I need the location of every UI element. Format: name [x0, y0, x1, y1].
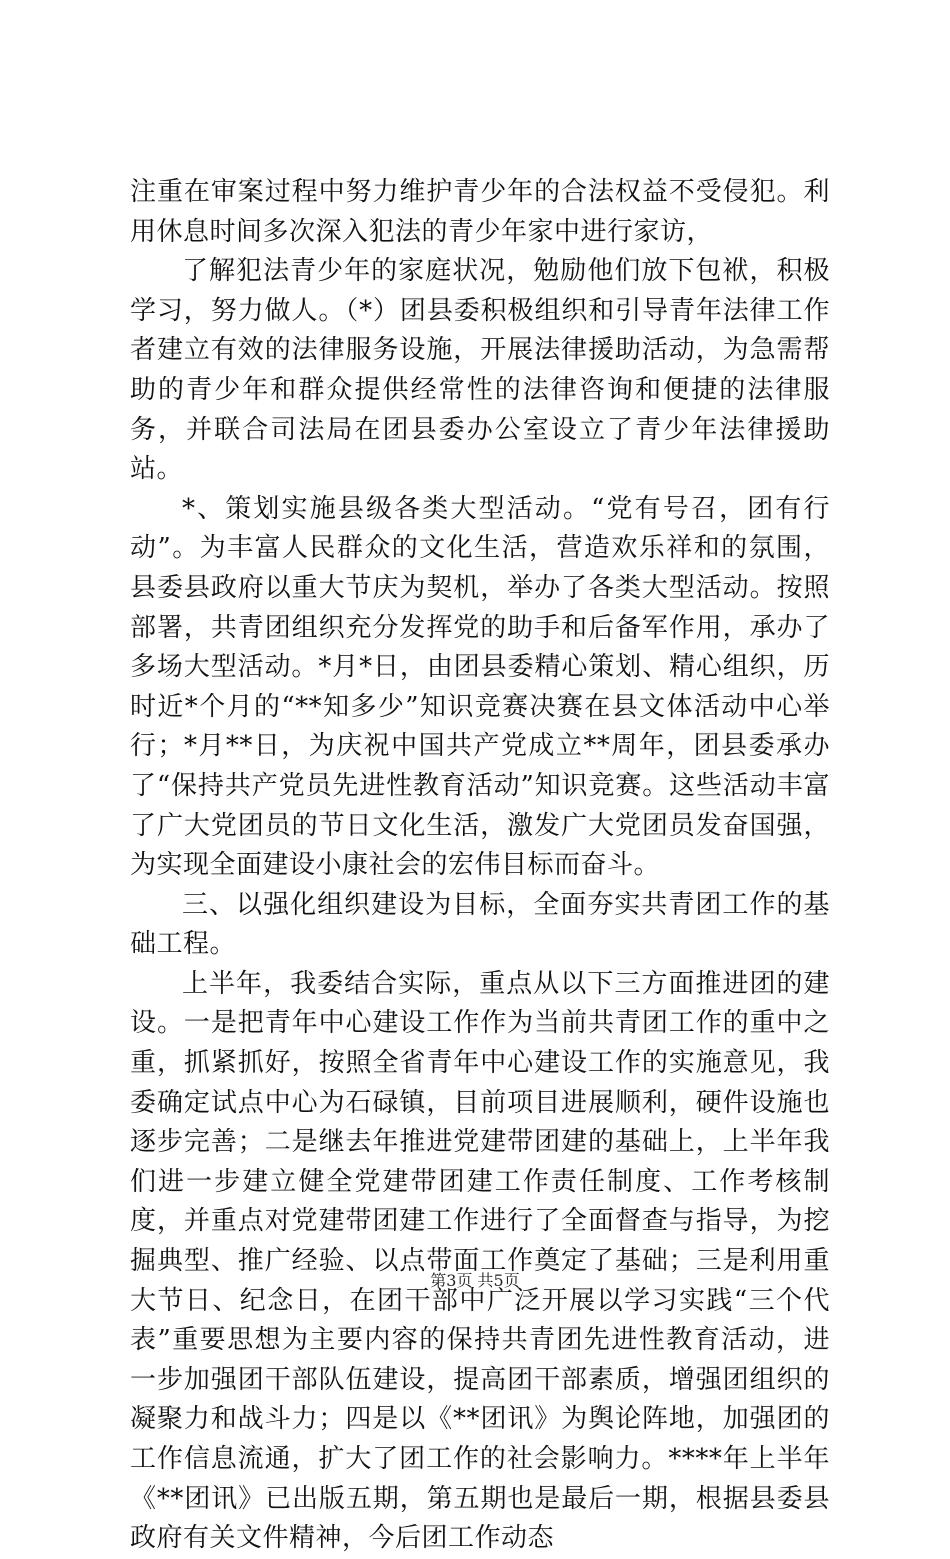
paragraph-2: 了解犯法青少年的家庭状况，勉励他们放下包袱，积极学习，努力做人。（*）团县委积极组织和引导青年法律工作者建立有效的法律服务设施，开展法律援助活动，为急需帮助的青少年和群众提供经常性的法律咨询和便捷的法律服务，并联合司法局在团县委办公室设立了青少年法律援助站。 [130, 256, 830, 485]
document-body [130, 173, 830, 1559]
paragraph-1: 注重在审案过程中努力维护青少年的合法权益不受侵犯。利用休息时间多次深入犯法的青少年家中进行家访， [130, 177, 830, 247]
section-heading-3: 三、以强化组织建设为目标，全面夯实共青团工作的基础工程。 [130, 889, 830, 960]
paragraph-4: 上半年，我委结合实际，重点从以下三方面推进团的建设。一是把青年中心建设工作作为当前共青团工作的重中之重，抓紧抓好，按照全省青年中心建设工作的实施意见，我委确定试点中心为石碌镇，目前项目进展顺利，硬件设施也逐步完善；二是继去年推进党建带团建的基础上，上半年我们进一步建立健全党建带团建工作责任制度、工作考核制度，并重点对党建带团建工作进行了全面督查与指导，为挖掘典型、推广经验、以点带面工作奠定了基础；三是利用重大节日、纪念日，在团干部中广泛开展以学习实践“三个代表”重要思想为主要内容的保持共青团先进性教育活动，进一步加强团干部队伍建设，提高团干部素质，增强团组织的凝聚力和战斗力；四是以《**团讯》为舆论阵地，加强团的工作信息流通，扩大了团工作的社会影响力。****年上半年《**团讯》已出版五期，第五期也是最后一期，根据县委县政府有关文件精神，今后团工作动态 [130, 968, 830, 1554]
page-number-footer: 第3页 共5页 [430, 1271, 520, 1290]
paragraph-3: *、策划实施县级各类大型活动。“党有号召，团有行动”。为丰富人民群众的文化生活，营造欢乐祥和的氛围，县委县政府以重大节庆为契机，举办了各类大型活动。按照部署，共青团组织充分发挥党的助手和后备军作用，承办了多场大型活动。*月*日，由团县委精心策划、精心组织，历时近*个月的“**知多少”知识竞赛决赛在县文体活动中心举行；*月**日，为庆祝中国共产党成立**周年，团县委承办了“保持共产党员先进性教育活动”知识竞赛。这些活动丰富了广大党团员的节日文化生活，激发广大党团员发奋国强，为实现全面建设小康社会的宏伟目标而奋斗。 [130, 493, 830, 881]
